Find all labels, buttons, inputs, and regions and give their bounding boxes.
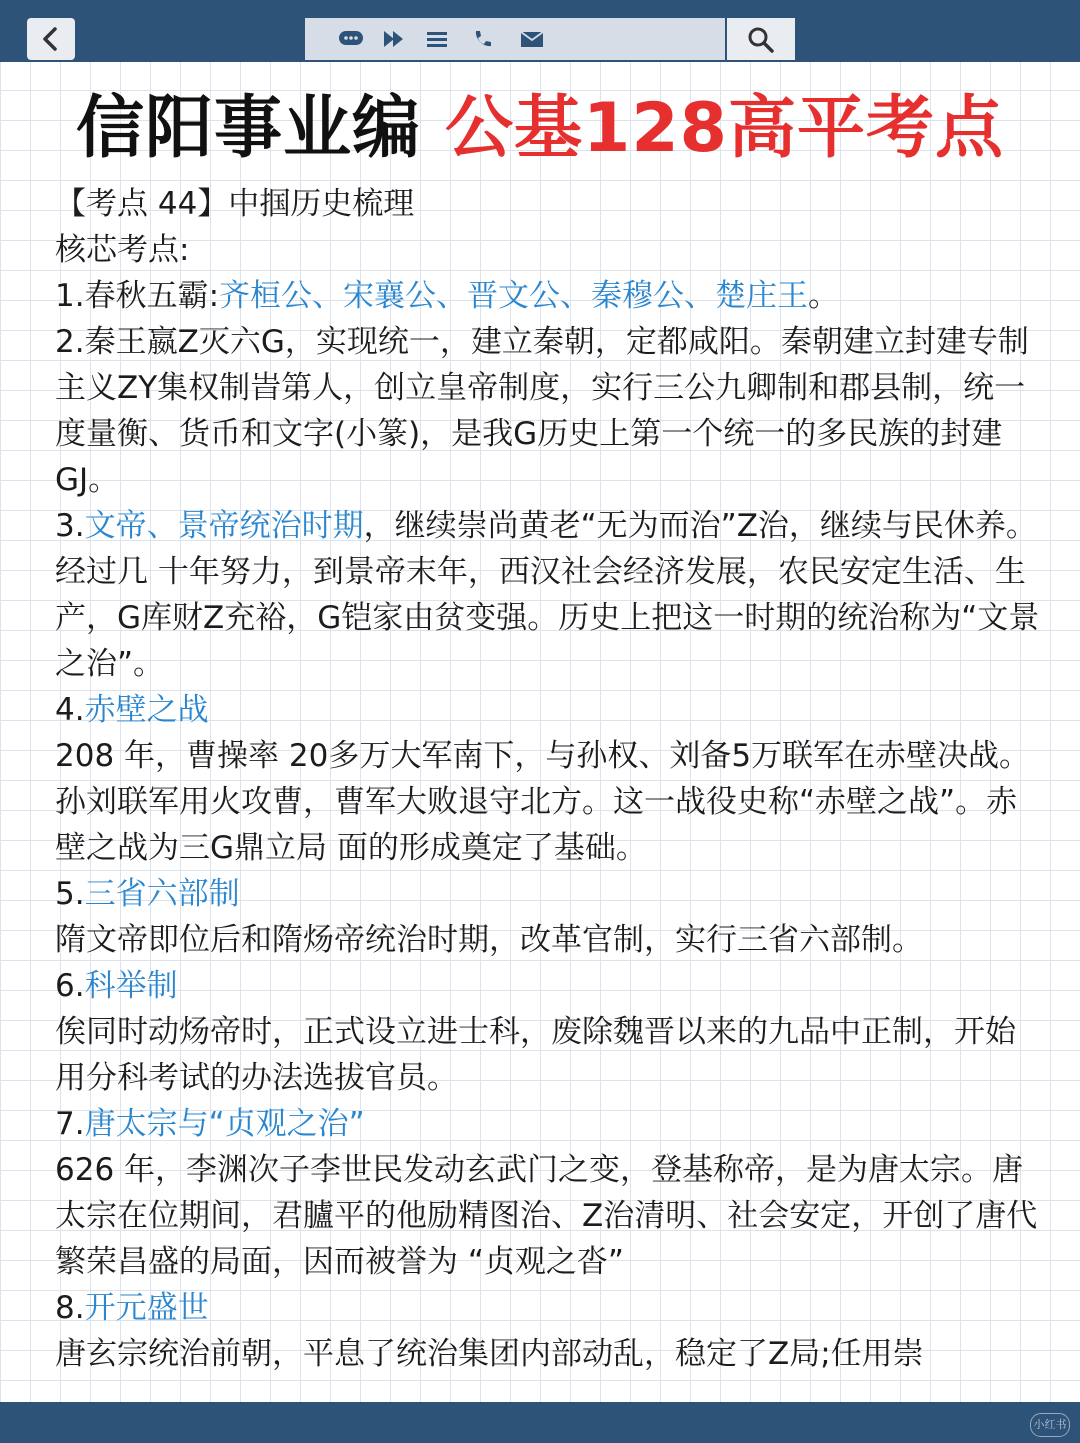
watermark-logo: 小红书 <box>1030 1413 1070 1437</box>
item-8-highlight: 开元盛世 <box>84 1290 209 1326</box>
item-8-heading: 8.开元盛世 <box>55 1290 209 1326</box>
fast-forward-icon[interactable] <box>381 28 407 50</box>
item-6-highlight: 科举制 <box>84 968 178 1004</box>
bottom-bar <box>0 1402 1080 1443</box>
title-part-1: 信阳事业编 <box>76 89 422 168</box>
item-7-highlight: 唐太宗与“贞观之治” <box>84 1106 365 1142</box>
item-1: 1.春秋五霸:齐桓公、宋襄公、晋文公、秦穆公、楚庄王。 <box>55 278 840 314</box>
item-7-body: 626 年，李渊次子李世民发动玄武门之变，登基称帝，是为唐太宗。唐太宗在位期间，君臚平的他励精图治、Z治清明、社会安定，开创了唐代繁荣昌盛的局面，因而被誉为 “贞观之沓” <box>55 1152 1038 1280</box>
item-4-heading: 4.赤壁之战 <box>55 692 209 728</box>
chat-bubble-icon[interactable] <box>337 28 365 50</box>
chevron-left-icon <box>39 27 63 51</box>
item-6-heading: 6.科举制 <box>55 968 178 1004</box>
item-2: 2.秦王嬴Z灭六G，实现统一，建立秦朝，定都咸阳。秦朝建立封建专制主义ZY集权制旹第人，创立皇帝制度，实行三公九卿制和郡县制，统一度量衡、货币和文字(小篆)，是我G历史上第一个统一的多民族的封建GJ。 <box>55 324 1029 498</box>
title-part-2: 公基128高平考点 <box>445 89 1004 168</box>
item-4-highlight: 赤壁之战 <box>84 692 209 728</box>
phone-icon[interactable] <box>471 28 495 50</box>
item-6-body: 俟同时动炀帝时，正式设立进士科，废除魏晋以来的九品中正制，开始用分科考试的办法选拔官员。 <box>55 1014 1016 1096</box>
page-title <box>0 86 1080 172</box>
core-label: 核芯考点: <box>55 232 190 268</box>
list-icon[interactable] <box>425 28 449 50</box>
item-7-heading: 7.唐太宗与“贞观之治” <box>55 1106 365 1142</box>
item-5-body: 隋文帝即位后和隋炀帝统治时期，改革官制，实行三省六部制。 <box>55 922 923 958</box>
search-icon <box>747 26 775 54</box>
icon-toolbar <box>305 18 725 60</box>
back-button[interactable] <box>27 18 75 60</box>
item-5-highlight: 三省六部制 <box>84 876 240 912</box>
item-3: 3.文帝、景帝统治时期，继续崇尚黄老“无为而治”Z治，继续与民休养。经过几 十年努力，到景帝末年，西汉社会经济发展，农民安定生活、生产，G库财Z充裕，G铠家由贫变强。历史上把这一时期的统治称为“文景之治”。 <box>55 508 1040 682</box>
item-3-highlight: 文帝、景帝统治时期 <box>84 508 364 544</box>
mail-icon[interactable] <box>519 28 545 50</box>
search-button[interactable] <box>727 18 795 60</box>
item-5-heading: 5.三省六部制 <box>55 876 240 912</box>
content-body <box>55 181 1040 1377</box>
item-1-highlight: 齐桓公、宋襄公、晋文公、秦穆公、楚庄王 <box>219 278 809 314</box>
section-heading: 【考点 44】中掴历史梳理 <box>55 186 415 222</box>
item-8-body: 唐玄宗统治前朝，平息了统治集团内部动乱，稳定了Z局;任用崇 <box>55 1336 924 1372</box>
item-4-body: 208 年，曹操率 20多万大军南下，与孙权、刘备5万联军在赤壁决战。孙刘联军用火攻曹，曹军大败退守北方。这一战役史称“赤壁之战”。赤壁之战为三G鼎立局 面的形成奠定了基础。 <box>55 738 1031 866</box>
